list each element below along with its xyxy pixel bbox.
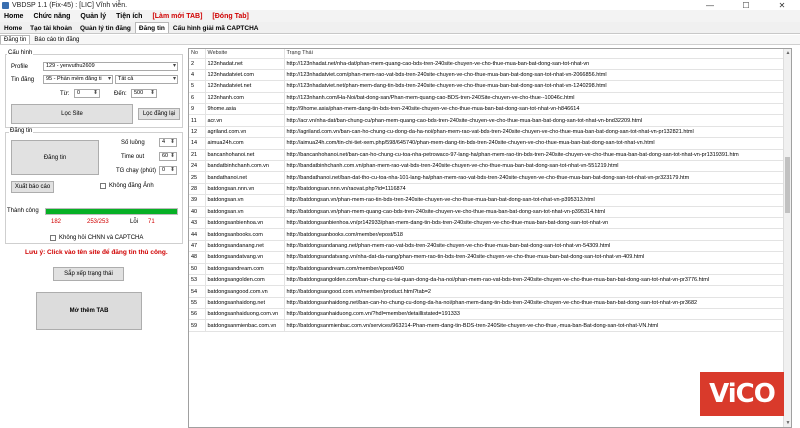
close-button[interactable]: ✕ [778,0,786,10]
table-row[interactable] [189,126,785,137]
row-no: 5 [189,81,205,92]
row-no: 12 [189,126,205,137]
app-icon [2,2,9,9]
row-website[interactable]: bandathanoi.net [205,172,284,183]
row-status: http://batdongsan.nnn.vn/raovat.php?id=1116874 [284,183,785,194]
row-no: 6 [189,92,205,103]
timeout-label: Time out [121,154,145,160]
tindang-label: Tin đăng [11,77,35,83]
row-no: 55 [189,297,205,308]
timeout-stepper[interactable]: 60 ⬍ [159,152,177,161]
row-status: http://123nhadatviet.com/phan-mem-rao-vat-bds-tren-240site-chuyen-ve-cho-thue-mua-ban-bat-dong-san-tot-nhat-vn-2066856.html [284,69,785,80]
row-status: http://batdongsanhaidong.net/ban-can-ho-chung-cu-dong-da-ha-noi/phan-mem-dang-tin-bds-tren-240site-chuyen-ve-cho-thue-mua-ban-bat-dong-san-tot-nhat-vn-pr3682 [284,297,785,308]
table-row[interactable] [189,286,785,297]
hint-text: Lưu ý: Click vào tên site để đăng tin thủ công. [25,249,168,256]
table-row[interactable] [189,161,785,172]
table-row[interactable] [189,104,785,115]
menu-bar [0,10,800,22]
filter-repost-button[interactable]: Lọc đăng lại [138,108,180,120]
filter-all-select[interactable]: Tất cả ▾ [115,75,178,84]
from-label: Từ: [60,91,70,97]
main-tab-0[interactable]: Home [4,25,23,32]
row-website[interactable]: 123nhadatviet.net [205,81,284,92]
row-no: 14 [189,138,205,149]
post-group-label: Đăng tin [10,128,33,134]
row-website[interactable]: batdongsanmienbac.com.vn [205,320,284,331]
row-website[interactable]: bandatbinhchanh.com.vn [205,161,284,172]
row-no: 50 [189,263,205,274]
progress-fill [46,209,177,214]
row-status: http://123nhadat.net/nha-dat/phan-mem-quang-cao-bds-tren-240site-chuyen-ve-cho-thue-mua-ban-bat-dong-san-tot-nhat-vn [284,58,785,69]
row-no: 21 [189,149,205,160]
sub-tab-bar [0,35,800,45]
row-website[interactable]: 123nhanh.com [205,92,284,103]
row-website[interactable]: batdongsan.vn [205,195,284,206]
table-row[interactable] [189,115,785,126]
row-no: 47 [189,240,205,251]
row-status: http://bandatbinhchanh.com.vn/phan-mem-rao-vat-bds-tren-240site-chuyen-ve-cho-thue-mua-ban-bat-dong-san-tot-nhat-vn-551219.html [284,161,785,172]
open-tab-button[interactable]: Mở thêm TAB [36,292,142,330]
row-website[interactable]: batdongsandream.com [205,263,284,274]
window-title: VBDSP 1.1 (Fix-45) : [LIC] Vĩnh viễn. [12,1,128,9]
row-website[interactable]: batdongsan.nnn.vn [205,183,284,194]
row-no: 28 [189,183,205,194]
table-row[interactable] [189,172,785,183]
row-website[interactable]: batdongsandanang.net [205,240,284,251]
row-no: 59 [189,320,205,331]
row-no: 40 [189,206,205,217]
site-table [188,48,792,428]
profile-select[interactable]: 129 - yenvuthu2609 ▾ [43,62,178,71]
row-status: http://batdongsan.vn/phan-mem-rao-tin-bds-tren-240site-chuyen-ve-cho-thue-mua-ban-bat-dong-san-tot-nhat-vn-p395313.html [284,195,785,206]
main-tab-2[interactable]: Quản lý tin đăng [79,25,131,32]
table-row[interactable] [189,195,785,206]
table-row[interactable] [189,320,785,331]
row-status: http://batdongsangolden.com/ban-chung-cu-tai-quan-dong-da-ha-noi/phan-mem-rao-vat-bds-tren-240site-chuyen-ve-cho-thue-mua-ban-bat-dong-san-tot-nhat-vn-pr3776.html [284,274,785,285]
maximize-button[interactable]: ☐ [742,0,750,10]
main-tab-bar [0,22,800,34]
table-row[interactable] [189,274,785,285]
row-website[interactable]: 9home.asia [205,104,284,115]
row-no: 4 [189,69,205,80]
no-image-checkbox[interactable] [100,183,106,189]
row-no: 2 [189,58,205,69]
column-header-website[interactable]: Website [205,49,284,58]
profile-label: Profile [11,64,29,70]
vico-logo [700,372,784,416]
row-website[interactable]: agriland.com.vn [205,126,284,137]
skip-captcha-label: Không hỏi CHNN và CAPTCHA [59,235,144,241]
row-no: 56 [189,309,205,320]
row-website[interactable]: batdongsanbienhoa.vn [205,217,284,228]
table-row[interactable] [189,229,785,240]
menu-item-5[interactable]: [Đóng Tab] [212,12,249,20]
row-website[interactable]: 123nhadatviet.com [205,69,284,80]
row-website[interactable]: batdongsanbooks.com [205,229,284,240]
table-row[interactable] [189,217,785,228]
row-status: http://acr.vn/nha-dat/ban-chung-cu/phan-mem-quang-cao-bds-tren-240site-chuyen-ve-cho-thue-mua-ban-bat-dong-san-tot-nhat-vn-bnd32209.html [284,115,785,126]
row-status: http://123nhadatviet.net/phan-mem-dang-tin-bds-tren-240site-chuyen-ve-cho-thue-mua-ban-bat-dong-san-tot-nhat-vn-1240298.html [284,81,785,92]
row-no: 25 [189,172,205,183]
table-row[interactable] [189,297,785,308]
main-tab-4[interactable]: Cấu hình giải mã CAPTCHA [172,25,259,32]
table-row[interactable] [189,58,785,69]
scroll-thumb[interactable] [785,157,790,213]
post-button[interactable]: Đăng tin [11,140,99,175]
row-website[interactable]: 123nhadat.net [205,58,284,69]
sort-status-button[interactable]: Sắp xếp trạng thái [53,267,124,281]
main-tab-3[interactable]: Đăng tin [135,22,169,33]
row-website[interactable]: bancanhohanoi.net [205,149,284,160]
row-status: http://batdongsangood.com.vn/member/product.html?tab=2 [284,286,785,297]
table-row[interactable] [189,81,785,92]
filter-site-button[interactable]: Lọc Site [11,104,133,124]
row-status: http://agriland.com.vn/ban-can-ho-chung-cu-dong-da-ha-noi/phan-mem-rao-vat-bds-tren-240site-chuyen-ve-cho-thue-mua-ban-bat-dong-san-tot-nhat-vn-pr132821.html [284,126,785,137]
table-row[interactable] [189,252,785,263]
table-row[interactable] [189,183,785,194]
error-count: 71 [148,219,155,225]
row-no: 48 [189,252,205,263]
config-group-label: Cấu hình [8,50,33,56]
from-stepper[interactable]: 0 ⬍ [74,89,100,98]
vico-logo-text: ViCO [709,379,775,409]
sub-tab-0[interactable]: Đăng tin [0,35,30,44]
row-no: 43 [189,217,205,228]
row-website[interactable]: acr.vn [205,115,284,126]
row-status: http://batdongsanbooks.com/member/epost/518 [284,229,785,240]
table-header-row [189,49,785,58]
row-status: http://batdongsan.vn/phan-mem-quang-cao-bds-tren-240site-chuyen-ve-cho-thue-mua-ban-bat-dong-san-tot-nhat-vn-p395314.html [284,206,785,217]
progress-bar [45,208,178,215]
row-status: http://batdongsanbienhoa.vn/pr142933/phan-mem-dang-tin-bds-tren-240site-chuyen-ve-cho-thue-mua-ban-bat-dong-san-tot-nhat-vn [284,217,785,228]
scroll-up-icon[interactable]: ▲ [785,50,791,56]
table-row[interactable] [189,92,785,103]
menu-item-2[interactable]: Quản lý [80,12,107,20]
table-row[interactable] [189,149,785,160]
table-row[interactable] [189,263,785,274]
column-header-status[interactable]: Trạng Thái [284,49,785,58]
row-status: http://batdongsandatvang.vn/nha-dat-da-nang/phan-mem-rao-tin-bds-tren-240site-chuyen-ve-cho-thue-mua-ban-bat-dong-san-tot-nhat-vn-409.html [284,252,785,263]
row-no: 54 [189,286,205,297]
left-panel [0,46,186,428]
row-website[interactable]: aimua24h.com [205,138,284,149]
row-no: 39 [189,195,205,206]
threads-stepper[interactable]: 4 ⬍ [159,138,177,147]
row-website[interactable]: batdongsan.vn [205,206,284,217]
threads-label: Số luồng [121,140,145,146]
row-website[interactable]: batdongsanhaidong.net [205,297,284,308]
row-no: 11 [189,115,205,126]
row-status: http://batdongsandanang.net/phan-mem-rao-vat-bds-tren-240site-chuyen-ve-cho-thue-mua-ban-bat-dong-san-tot-nhat-vn-54309.html [284,240,785,251]
total-count: 253/253 [87,219,109,225]
row-no: 53 [189,274,205,285]
row-website[interactable]: batdongsangolden.com [205,274,284,285]
runtime-stepper[interactable]: 0 ⬍ [159,166,177,175]
row-status: http://aimua24h.com/tin-chi-tiet-xem.php/598/645740/phan-mem-dang-tin-bds-tren-240site-chuyen-ve-cho-thue-mua-ban-bat-dong-san-tot-nhat-vn.html [284,138,785,149]
row-status: http://bancanhohanoi.net/ban-can-ho-chung-cu-toa-nha-petrowaco-97-lang-ha/phan-mem-rao-tin-bds-tren-240site-chuyen-ve-cho-thue-mua-ban-bat-dong-san-tot-nhat-vn-pr1319391.htm [284,149,785,160]
row-website[interactable]: batdongsangood.com.vn [205,286,284,297]
vertical-scrollbar[interactable] [783,49,791,427]
row-status: http://batdongsanhaiduong.com.vn/?hdl=member/detaillistated=191333 [284,309,785,320]
row-no: 24 [189,161,205,172]
row-website[interactable]: batdongsanhaiduong.com.vn [205,309,284,320]
table-row[interactable] [189,309,785,320]
row-status: http://batdongsandream.com/member/epost/490 [284,263,785,274]
main-tab-1[interactable]: Tạo tài khoản [30,25,72,32]
menu-item-1[interactable]: Chức năng [33,12,71,20]
row-status: http://9home.asia/phan-mem-dang-tin-bds-tren-240site-chuyen-ve-cho-thue-mua-ban-bat-dong-san-tot-nhat-vn-h846614 [284,104,785,115]
table-row[interactable] [189,206,785,217]
row-no: 44 [189,229,205,240]
no-image-label: Không đăng Ảnh [109,183,154,189]
row-website[interactable]: batdongsandatvang.vn [205,252,284,263]
table-row[interactable] [189,69,785,80]
row-no: 9 [189,104,205,115]
title-bar [0,0,800,10]
export-report-button[interactable]: Xuất báo cáo [11,181,54,193]
skip-captcha-checkbox[interactable] [50,235,56,241]
row-status: http://123nhanh.com/Ha-Noi/bat-dong-san/Phan-mem-quang-cao-BDS-tren-240Site-chuyen-ve-cho-thue--10046c.html [284,92,785,103]
menu-item-0[interactable]: Home [4,12,24,20]
sub-tab-1[interactable]: Báo cáo tin đăng [34,37,80,43]
tindang-select[interactable]: 95 - Phần mềm đăng ti ▾ [43,75,113,84]
row-status: http://bandathanoi.net/ban-dat-tho-cu-toa-nha-101-lang-ha/phan-mem-rao-vat-bds-tren-240site-chuyen-ve-cho-thue-mua-ban-bat-dong-san-tot-nhat-vn-pr323179.htm [284,172,785,183]
runtime-label: TG chạy (phút) [116,168,157,174]
success-label: Thành công [7,208,39,214]
menu-item-4[interactable]: [Làm mới TAB] [152,12,203,20]
error-label: Lỗi [130,219,139,225]
menu-item-3[interactable]: Tiện ích [116,12,143,20]
table-row[interactable] [189,240,785,251]
to-label: Đến: [114,91,127,97]
table-row[interactable] [189,138,785,149]
row-status: http://batdongsanmienbac.com.vn/services/963214-Phan-mem-dang-tin-BDS-tren-240Site-chuyen-ve-cho-thue,-mua-ban-Bat-dong-san-tot-nhat-VN.html [284,320,785,331]
minimize-button[interactable]: — [706,0,714,10]
scroll-down-icon[interactable]: ▼ [785,420,791,426]
column-header-no[interactable]: No [189,49,205,58]
success-count: 182 [51,219,62,225]
to-stepper[interactable]: 500 ⬍ [131,89,157,98]
